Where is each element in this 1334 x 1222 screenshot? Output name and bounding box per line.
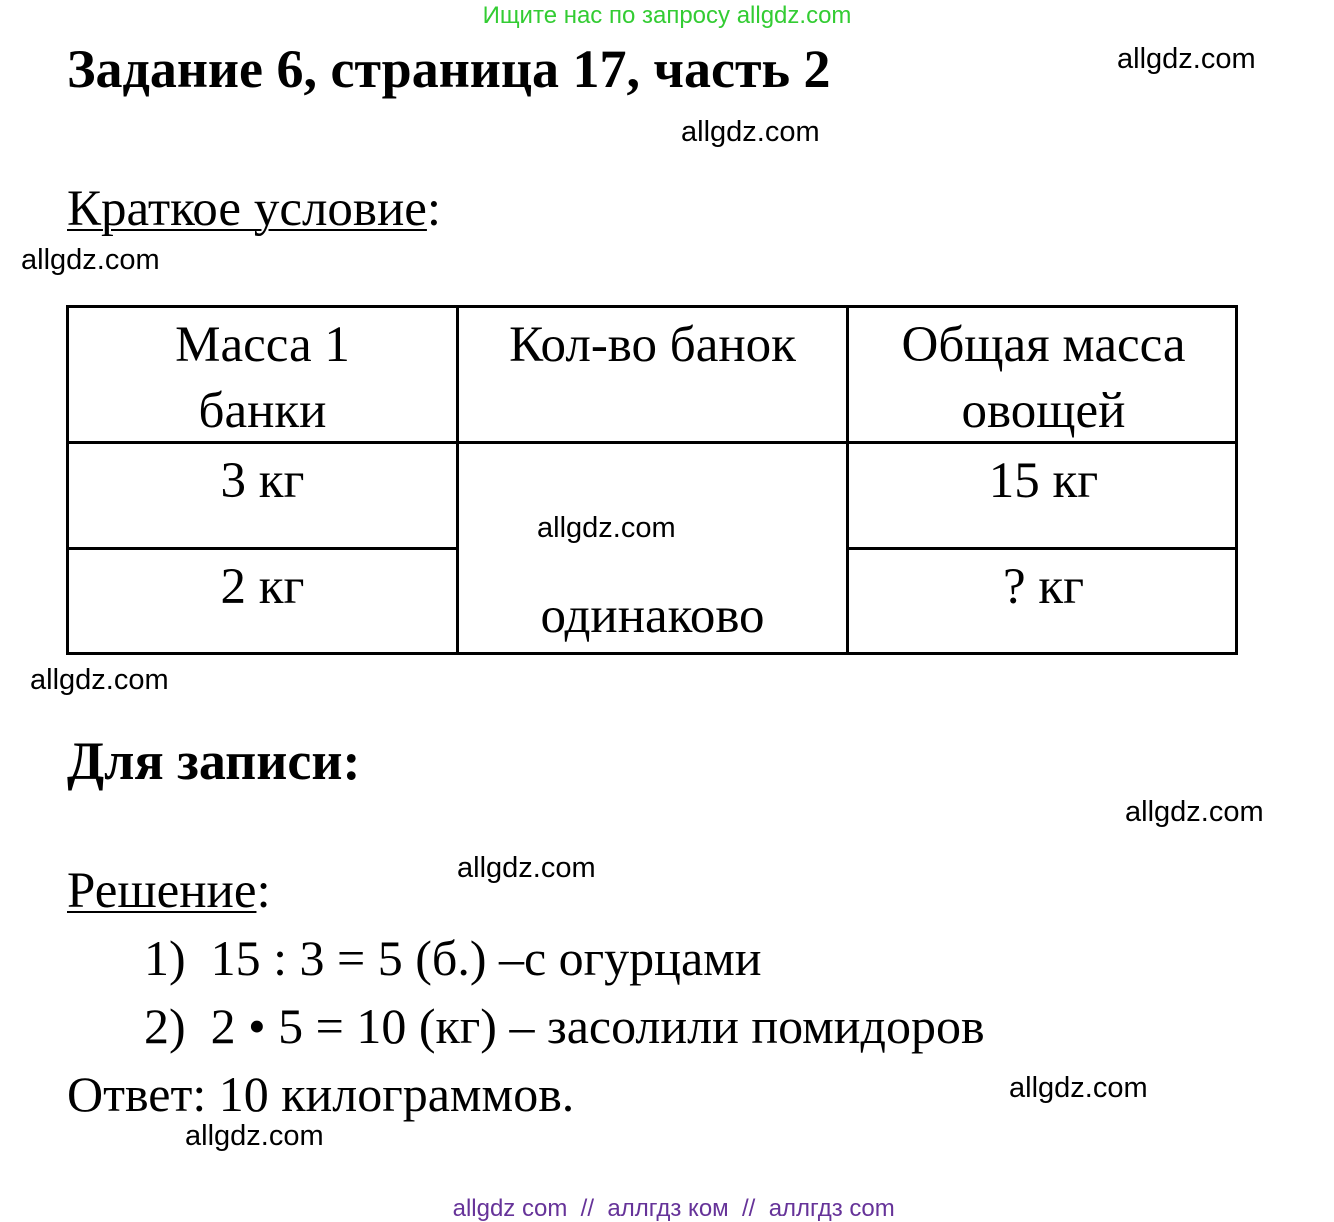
top-search-watermark: Ищите нас по запросу allgdz.com [482,2,852,29]
watermark: allgdz.com [457,852,596,884]
footer-part: allgdz com [452,1195,568,1222]
table-divider [846,547,1235,550]
watermark: allgdz.com [1009,1072,1148,1104]
condition-heading [67,181,442,237]
header-line: Кол-во банок [509,317,796,373]
watermark: allgdz.com [537,512,676,544]
table-divider [69,547,459,550]
condition-heading-text: Краткое условие [67,181,427,237]
merged-count-value: одинаково [540,588,765,644]
solution-heading-text: Решение [67,863,257,919]
watermark: allgdz.com [1117,43,1256,75]
row1-mass: 3 кг [220,453,305,509]
footer-part: аллгдз com [768,1195,895,1222]
watermark: allgdz.com [1125,796,1264,828]
footer-separator: // [742,1195,756,1222]
watermark: allgdz.com [30,664,169,696]
solution-heading-colon: : [256,863,271,919]
answer: Ответ: 10 килограммов. [67,1066,575,1122]
page-title: Задание 6, страница 17, часть 2 [67,39,831,99]
header-line: банки [198,383,327,439]
header-jar-count [459,312,846,378]
header-line: Масса 1 [175,317,350,373]
footer-part: аллгдз ком [607,1195,729,1222]
header-line: Общая масса [901,317,1186,373]
header-total-mass [849,312,1238,444]
solution-step-1: 1) 15 : 3 = 5 (б.) –с огурцами [144,930,762,986]
row1-total: 15 кг [988,453,1099,509]
condition-table [66,305,1238,655]
solution-step-2: 2) 2 • 5 = 10 (кг) – засолили помидоров [144,998,985,1054]
condition-heading-colon: : [426,181,442,237]
watermark: allgdz.com [681,116,820,148]
footer-watermark [0,1173,1334,1221]
header-mass-one-jar [69,312,456,444]
header-line: овощей [961,383,1126,439]
watermark: allgdz.com [21,244,160,276]
row2-total: ? кг [1002,559,1085,615]
watermark: allgdz.com [185,1120,324,1152]
record-heading: Для записи: [67,731,361,791]
footer-separator: // [580,1195,594,1222]
solution-heading [67,863,271,919]
row2-mass: 2 кг [220,559,305,615]
